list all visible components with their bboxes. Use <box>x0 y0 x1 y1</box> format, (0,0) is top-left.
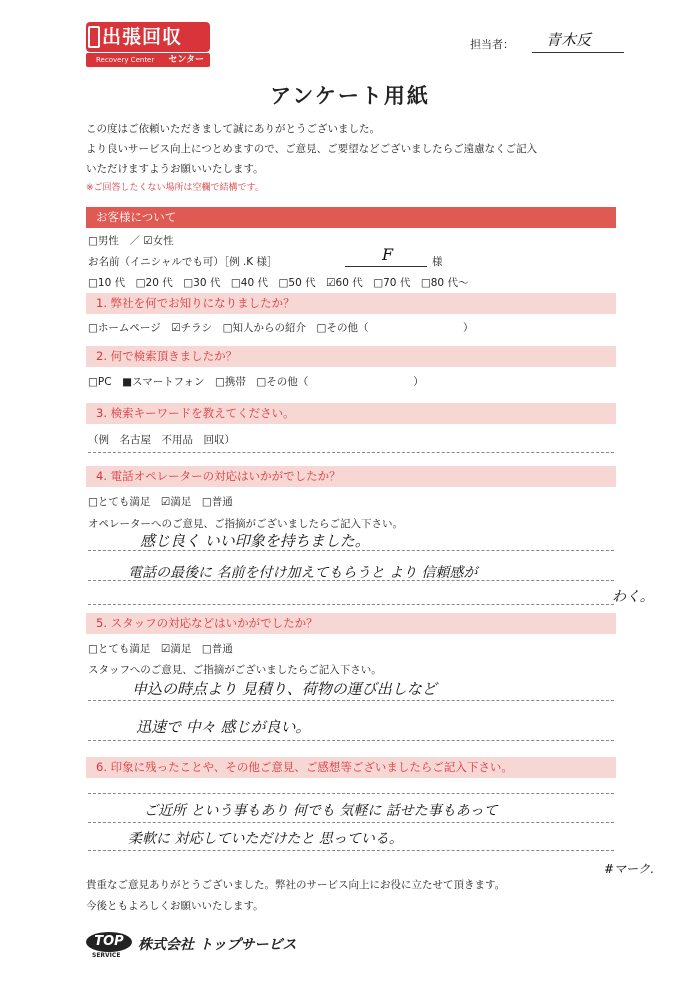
q6-answer-rule-2 <box>88 822 614 823</box>
staff-label: 担当者： <box>470 38 514 51</box>
q5-answer-line-1: 申込の時点より 見積り、荷物の運び出しなど <box>132 680 437 698</box>
footer-thanks: 貴重なご意見ありがとうございました。弊社のサービス向上にお役に立たせて頂きます。 <box>86 879 506 891</box>
q5-answer-line-2: 迅速で 中々 感じが良い。 <box>136 718 311 736</box>
intro-line-2: より良いサービス向上につとめますので、ご意見、ご要望などございましたらご遠慮なくご記入 <box>86 143 538 155</box>
q4-answer-line-2: 電話の最後に 名前を付け加えてもらうと より 信頼感が <box>128 565 478 581</box>
top-logo-mark: TOP <box>86 932 132 952</box>
q1-heading: 1. 弊社を何でお知りになりましたか？ <box>86 293 616 314</box>
intro-line-3: いただけますようお願いいたします。 <box>86 163 264 175</box>
top-logo-service-text: SERVICE <box>92 952 121 959</box>
q4-answer-rule-1 <box>88 550 614 551</box>
q3-answer-line[interactable] <box>88 452 614 453</box>
q5-prompt: スタッフへのご意見、ご指摘がございましたらご記入下さい。 <box>88 664 382 676</box>
q5-heading: 5. スタッフの対応などはいかがでしたか？ <box>86 613 616 634</box>
intro-line-1: この度はご依頼いただきまして誠にありがとうございました。 <box>86 123 380 135</box>
q4-prompt: オペレーターへのご意見、ご指摘がございましたらご記入下さい。 <box>88 518 403 530</box>
intro-text <box>86 119 626 179</box>
q5-answer-rule-2 <box>88 740 614 741</box>
customer-section-heading: お客様について <box>86 207 616 228</box>
q1-options[interactable]: □ホームページ ☑チラシ □知人からの紹介 □その他（ ） <box>88 322 474 334</box>
logo-main-text: 出張回収 <box>86 22 210 52</box>
q6-answer-rule-3 <box>88 850 614 851</box>
logo-japanese-text: センター <box>168 55 204 65</box>
q6-answer-line-2: 柔軟に 対応していただけたと 思っている。 <box>128 831 403 847</box>
staff-name-handwritten: 青木反 <box>546 31 592 49</box>
name-label: お名前（イニシャルでも可）［例 .K 様］ <box>88 256 278 268</box>
q5-answer-rule-1 <box>88 700 614 701</box>
q4-heading: 4. 電話オペレーターの対応はいかがでしたか？ <box>86 466 616 487</box>
truck-icon <box>88 26 100 48</box>
q5-options[interactable]: □とても満足 ☑満足 □普通 <box>88 643 233 655</box>
q4-answer-line-3: わく。 <box>612 589 654 605</box>
q4-answer-rule-2 <box>88 580 614 581</box>
footer-regards: 今後ともよろしくお願いいたします。 <box>86 900 264 912</box>
optional-answer-note: ※ご回答したくない場所は空欄で結構です。 <box>86 183 264 193</box>
gender-options[interactable]: □男性 ／ ☑女性 <box>88 235 174 247</box>
company-name: 株式会社 トップサービス <box>138 937 297 953</box>
name-value-handwritten[interactable]: F <box>382 245 394 264</box>
q2-heading: 2. 何で検索頂きましたか？ <box>86 346 616 367</box>
q6-answer-rule-1 <box>88 793 614 794</box>
name-suffix: 様 <box>432 256 443 268</box>
q6-signature-mark: #マーク. <box>604 862 654 876</box>
q4-options[interactable]: □とても満足 ☑満足 □普通 <box>88 496 233 508</box>
age-options[interactable]: □10 代 □20 代 □30 代 □40 代 □50 代 ☑60 代 □70 代 □80 代～ <box>88 277 469 289</box>
q4-answer-line-1: 感じ良く いい印象を持ちました。 <box>140 532 370 550</box>
q6-heading: 6. 印象に残ったことや、その他ご意見、ご感想等ございましたらご記入下さい。 <box>86 757 616 778</box>
q2-options[interactable]: □PC ■スマートフォン □携帯 □その他（ ） <box>88 376 424 388</box>
staff-signature-line <box>532 52 624 53</box>
company-logo <box>86 930 306 960</box>
page-title: アンケート用紙 <box>270 84 430 108</box>
q6-answer-line-1: ご近所 という事もあり 何でも 気軽に 話せた事もあって <box>144 803 498 819</box>
q3-example: （例 名古屋 不用品 回収） <box>88 434 235 446</box>
logo-english-text: Recovery Center <box>96 56 155 64</box>
q3-heading: 3. 検索キーワードを教えてください。 <box>86 403 616 424</box>
name-underline <box>345 266 427 267</box>
q4-answer-rule-3 <box>88 604 614 605</box>
recovery-center-logo <box>86 22 210 70</box>
logo-subtitle <box>86 53 210 67</box>
